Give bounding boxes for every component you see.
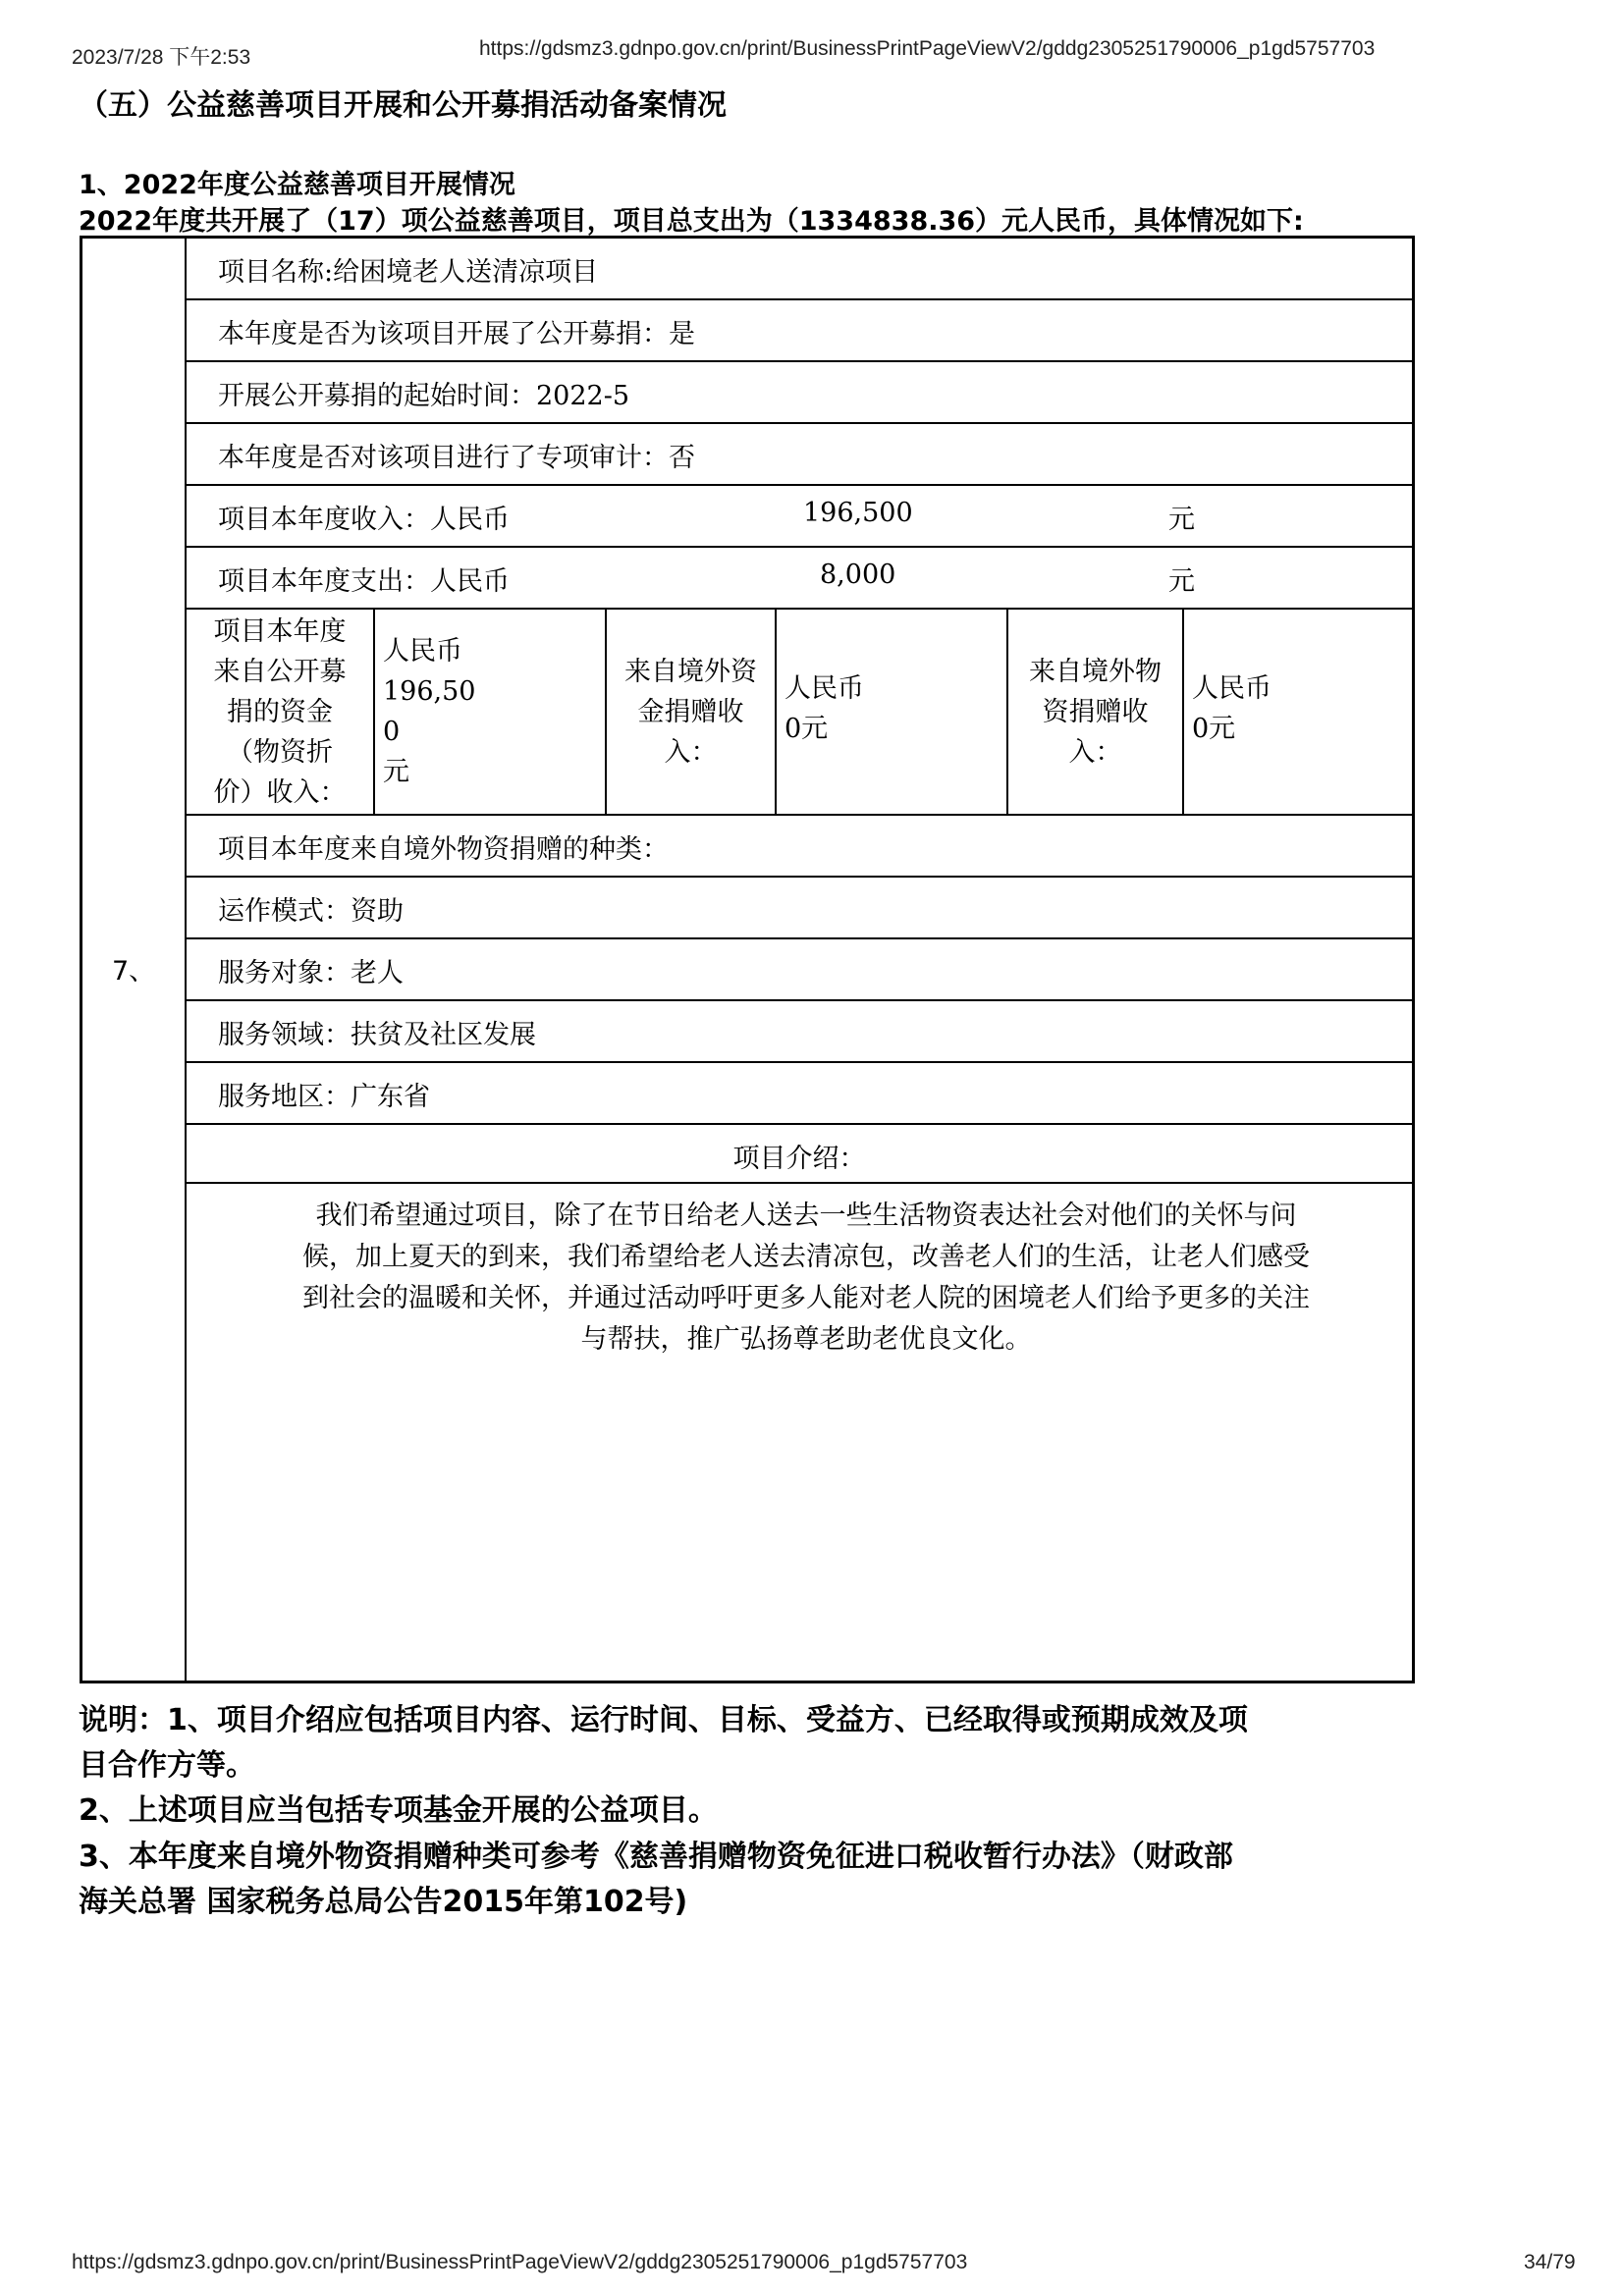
page-number: 34/79 [1524, 2251, 1576, 2273]
overseas-funds-label-line: 金捐赠收 [637, 696, 744, 727]
row-income [187, 486, 1412, 548]
row-expense [187, 548, 1412, 610]
special-audit: 本年度是否对该项目进行了专项审计：否 [218, 443, 695, 473]
overseas-funds-label [607, 610, 777, 814]
subtitle-year-overview: 1、2022年度公益慈善项目开展情况 [79, 170, 515, 200]
intro-line: 与帮扶，推广弘扬尊老助老优良文化。 [580, 1324, 1032, 1355]
service-target: 服务对象：老人 [218, 958, 404, 988]
income-label: 项目本年度收入：人民币 [218, 505, 510, 535]
overseas-goods-label-line: 来自境外物 [1029, 656, 1162, 687]
print-url-footer: https://gdsmz3.gdnpo.gov.cn/print/BusinessPrintPageViewV2/gddg2305251790006_p1gd5757703 [72, 2251, 968, 2273]
project-name: 项目名称:给困境老人送清凉项目 [218, 257, 599, 288]
public-funds-label-line: 价）收入： [213, 776, 347, 808]
expense-value: 8,000 [820, 560, 896, 590]
overseas-funds-value-line: 人民币 [784, 673, 864, 704]
public-funds-label-line: （物资折 [227, 736, 333, 768]
expense-label: 项目本年度支出：人民币 [218, 566, 510, 597]
public-funds-label-line: 项目本年度 [213, 615, 347, 647]
overseas-funds-value [777, 610, 1008, 814]
service-field: 服务领域：扶贫及社区发展 [218, 1020, 536, 1050]
intro-body [216, 1196, 1396, 1361]
fundraising-start-time: 开展公开募捐的起始时间：2022-5 [218, 381, 630, 411]
overseas-goods-value-line: 0元 [1192, 714, 1236, 744]
record-index-column [82, 239, 187, 1681]
subtitle-summary: 2022年度共开展了（17）项公益慈善项目，项目总支出为（1334838.36）元人民币，具体情况如下: [79, 206, 1304, 237]
overseas-goods-label [1008, 610, 1184, 814]
intro-line: 候，加上夏天的到来，我们希望给老人送去清凉包，改善老人们的生活，让老人们感受 [302, 1242, 1310, 1272]
intro-line: 我们希望通过项目，除了在节日给老人送去一些生活物资表达社会对他们的关怀与问 [315, 1201, 1297, 1231]
overseas-funds-label-line: 来自境外资 [624, 656, 757, 687]
record-index: 7、 [112, 956, 156, 987]
overseas-goods-types: 项目本年度来自境外物资捐赠的种类： [218, 834, 669, 865]
row-service-target [187, 939, 1412, 1001]
record-rows [187, 239, 1412, 1681]
public-funds-value-line: 0 [383, 717, 401, 747]
intro-heading: 项目介绍： [732, 1144, 866, 1174]
row-intro-heading [187, 1125, 1412, 1184]
service-area: 服务地区：广东省 [218, 1082, 430, 1112]
public-funds-label [187, 610, 375, 814]
note-line: 海关总署 国家税务总局公告2015年第102号) [79, 1885, 688, 1919]
overseas-goods-value-line: 人民币 [1192, 673, 1271, 704]
overseas-goods-value [1184, 610, 1415, 814]
row-service-field [187, 1001, 1412, 1063]
note-line: 3、本年度来自境外物资捐赠种类可参考《慈善捐赠物资免征进口税收暂行办法》（财政部 [79, 1840, 1233, 1874]
income-value: 196,500 [803, 498, 913, 528]
public-funds-label-line: 来自公开募 [213, 656, 347, 687]
public-fundraising: 本年度是否为该项目开展了公开募捐：是 [218, 319, 695, 349]
project-record-table [80, 236, 1415, 1683]
print-url-header: https://gdsmz3.gdnpo.gov.cn/print/BusinessPrintPageViewV2/gddg2305251790006_p1gd5757703 [479, 37, 1376, 60]
overseas-goods-label-line: 资捐赠收 [1042, 696, 1149, 727]
row-public-fundraising [187, 300, 1412, 362]
row-start-time [187, 362, 1412, 424]
note-line: 2、上述项目应当包括专项基金开展的公益项目。 [79, 1793, 718, 1828]
row-service-area [187, 1063, 1412, 1125]
row-intro-body [187, 1184, 1412, 1681]
intro-line: 到社会的温暖和关怀，并通过活动呼吁更多人能对老人院的困境老人们给予更多的关注 [302, 1283, 1310, 1313]
overseas-funds-label-line: 入： [664, 736, 718, 768]
row-overseas-goods-types [187, 816, 1412, 878]
expense-unit: 元 [1168, 566, 1195, 597]
operation-mode: 运作模式：资助 [218, 896, 404, 927]
public-funds-value-line: 元 [383, 757, 409, 787]
note-line: 说明：1、项目介绍应包括项目内容、运行时间、目标、受益方、已经取得或预期成效及项 [79, 1703, 1248, 1737]
overseas-goods-label-line: 入： [1068, 736, 1122, 768]
row-special-audit [187, 424, 1412, 486]
section-title: （五）公益慈善项目开展和公开募捐活动备案情况 [79, 88, 727, 123]
overseas-funds-value-line: 0元 [784, 714, 829, 744]
public-funds-value-line: 196,50 [383, 676, 476, 707]
note-line: 目合作方等。 [79, 1748, 255, 1783]
public-funds-value [375, 610, 607, 814]
row-project-name [187, 239, 1412, 300]
income-unit: 元 [1168, 505, 1195, 535]
print-date: 2023/7/28 下午2:53 [72, 46, 251, 69]
row-donation-breakdown [187, 610, 1412, 816]
row-operation-mode [187, 878, 1412, 939]
public-funds-label-line: 捐的资金 [227, 696, 333, 727]
public-funds-value-line: 人民币 [383, 636, 462, 667]
